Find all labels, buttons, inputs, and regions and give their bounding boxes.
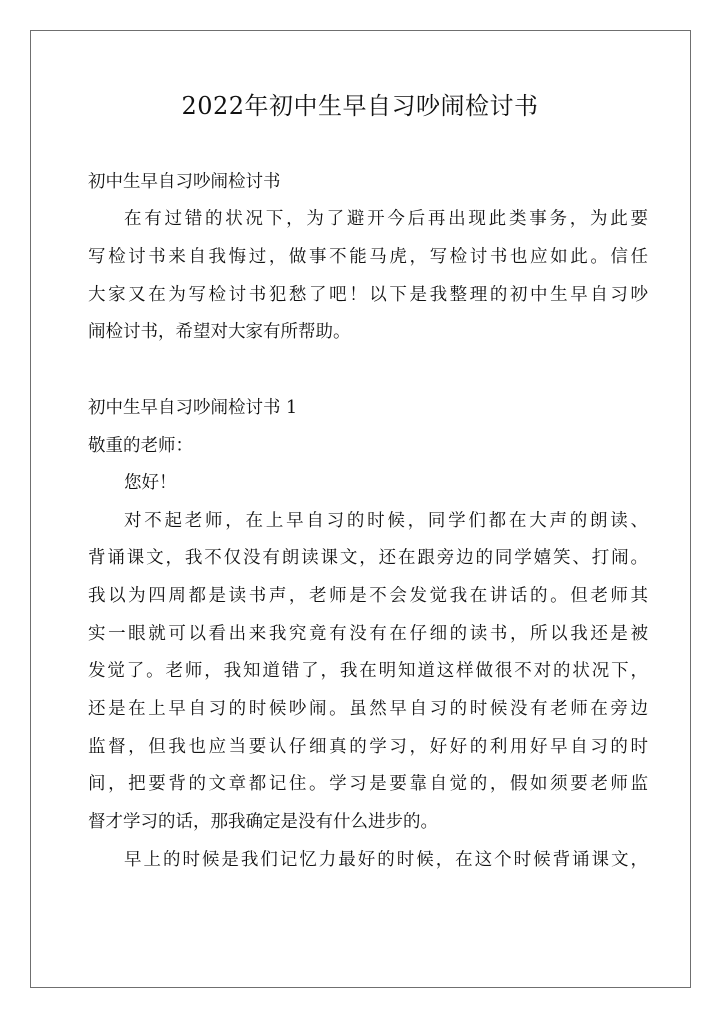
- body-line-8: 间，把要背的文章都记住。学习是要靠自觉的，假如须要老师监: [88, 774, 648, 794]
- body-line-3: 我以为四周都是读书声，老师是不会发觉我在讲话的。但老师其: [88, 586, 648, 606]
- body-line-2: 背诵课文，我不仅没有朗读课文，还在跟旁边的同学嬉笑、打闹。: [88, 548, 648, 568]
- body-line-9: 督才学习的话，那我确定是没有什么进步的。: [88, 812, 438, 832]
- intro-line-1: 在有过错的状况下，为了避开今后再出现此类事务，为此要: [124, 209, 648, 229]
- section-heading: 初中生早自习吵闹检讨书 1: [88, 398, 298, 418]
- document-title: 2022年初中生早自习吵闹检讨书: [181, 92, 539, 120]
- body-line-5: 发觉了。老师，我知道错了，我在明知道这样做很不对的状况下，: [88, 661, 648, 681]
- intro-line-3: 大家又在为写检讨书犯愁了吧！以下是我整理的初中生早自习吵: [88, 285, 648, 305]
- body-line-10: 早上的时候是我们记忆力最好的时候，在这个时候背诵课文，: [124, 850, 648, 870]
- intro-heading: 初中生早自习吵闹检讨书: [88, 172, 281, 192]
- body-line-7: 监督，但我也应当要认仔细真的学习，好好的利用好早自习的时: [88, 737, 648, 757]
- intro-line-2: 写检讨书来自我悔过，做事不能马虎，写检讨书也应如此。信任: [88, 247, 648, 267]
- body-line-1: 对不起老师，在上早自习的时候，同学们都在大声的朗读、: [124, 511, 648, 531]
- body-line-4: 实一眼就可以看出来我究竟有没有在仔细的读书，所以我还是被: [88, 624, 648, 644]
- body-line-6: 还是在上早自习的时候吵闹。虽然早自习的时候没有老师在旁边: [88, 699, 648, 719]
- intro-line-4: 闹检讨书，希望对大家有所帮助。: [88, 322, 351, 342]
- salutation: 敬重的老师：: [88, 436, 193, 456]
- greeting: 您好！: [124, 473, 177, 493]
